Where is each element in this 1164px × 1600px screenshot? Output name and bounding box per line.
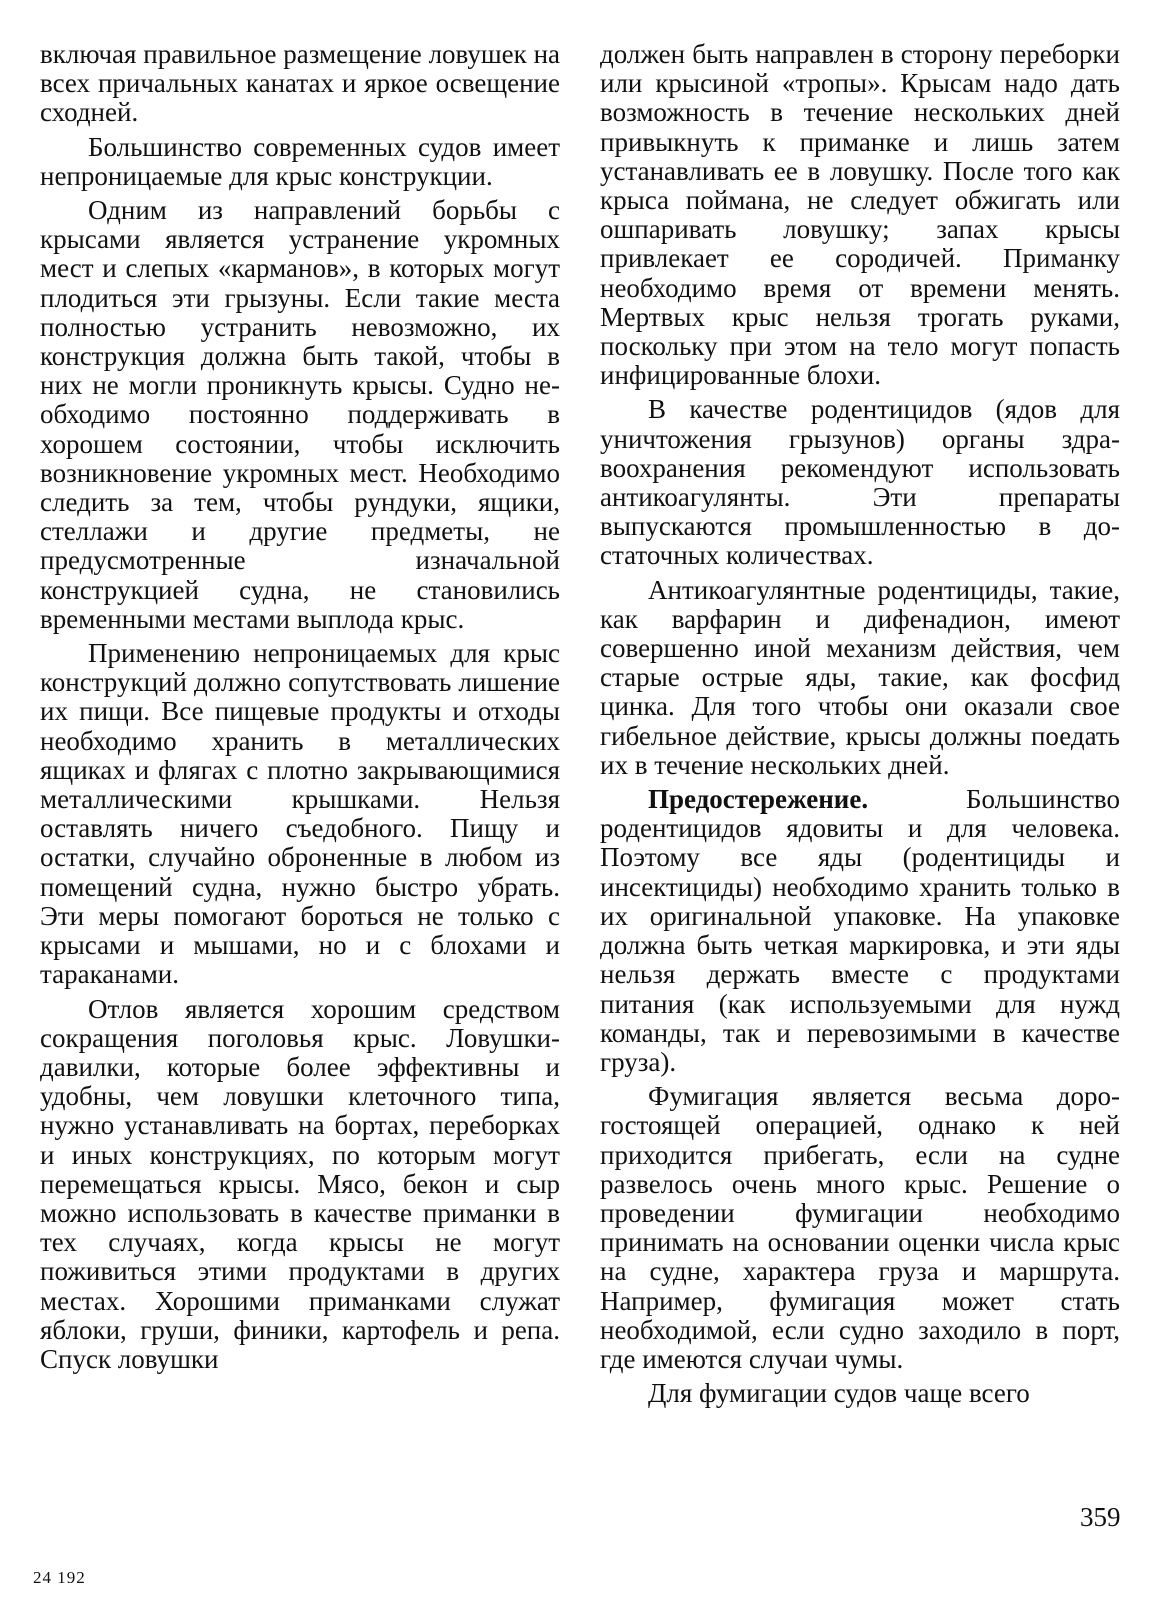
- paragraph: Применению непроницаемых для крыс конструкций должно сопутствовать лишение их пищи. Все пищевые продукты и отходы необходимо хранить в металлических ящиках и флягах с плотно закрывающимися металлическими крышками. Нельзя оставлять ничего съедобного. Пищу и остатки, случайно оброненные в любом из помещений судна, нужно быстро убрать. Эти меры помогают бороться не только с крысами и мышами, но и с блохами и тараканами.: [40, 638, 560, 990]
- left-text-column: [40, 40, 560, 1374]
- page-number: 359: [1080, 1502, 1121, 1532]
- paragraph: включая правильное размещение ловушек на всех причальных канатах и яркое освещение сходней.: [40, 39, 560, 128]
- warning-paragraph: [600, 785, 1120, 1077]
- printer-signature-mark: 24 192: [33, 1568, 86, 1587]
- paragraph: Фумигация является весьма дорогостоящей операцией, однако к ней приходится прибегать, если на судне развелось очень много крыс. Решение о проведении фумигации необходимо принимать на основании оценки числа крыс на судне, характера груза и маршрута. Например, фумигация может стать необходимой, если судно заходило в порт, где имеются случаи чумы.: [600, 1081, 1120, 1374]
- paragraph: Одним из направлений борьбы с крысами является устранение укромных мест и слепых «карманов», в которых могут плодиться эти грызуны. Если такие места полностью устранить невозможно, их конструкция должна быть такой, чтобы в них не могли проникнуть крысы. Судно необходимо постоянно поддерживать в хорошем состоянии, чтобы исключить возникновение укромных мест. Необходимо следить за тем, чтобы рундуки, ящики, стеллажи и другие предметы, не предусмотренные изначальной конструкцией судна, не становились временными местами выплода крыс.: [40, 195, 560, 634]
- paragraph: должен быть направлен в сторону переборки или крысиной «тропы». Крысам надо дать возможность в течение нескольких дней привыкнуть к приманке и лишь затем устанавливать ее в ловушку. После того как крыса поймана, не следует обжигать или ошпаривать ловушку; запах крысы привлекает ее сородичей. Приманку необходимо время от времени менять. Мертвых крыс нельзя трогать руками, поскольку при этом на тело могут попасть инфицированные блохи.: [600, 39, 1120, 391]
- right-text-column: [600, 40, 1120, 1408]
- paragraph: В качестве родентицидов (ядов для уничтожения грызунов) органы здравоохранения рекомендуют использовать антикоагулянты. Эти препараты выпускаются промышленностью в достаточных количествах.: [600, 394, 1120, 571]
- paragraph: Отлов является хорошим средством сокращения поголовья крыс. Ловушки-давилки, которые более эффективны и удобны, чем ловушки клеточного типа, нужно устанавливать на бортах, переборках и иных конструкциях, по которым могут перемещаться крысы. Мясо, бекон и сыр можно использовать в качестве приманки в тех случаях, когда крысы не могут поживиться этими продуктами в других местах. Хорошими приманками служат яблоки, груши, финики, картофель и репа. Спуск ловушки: [40, 993, 560, 1374]
- paragraph: Большинство современных судов имеет непроницаемые для крыс конструкции.: [40, 131, 560, 191]
- paragraph: Для фумигации судов чаще всего: [648, 1378, 1030, 1409]
- paragraph: Антикоагулянтные родентициды, такие, как варфарин и дифенадион, имеют совершенно иной механизм действия, чем старые острые яды, такие, как фосфид цинка. Для того чтобы они оказали свое гибельное действие, крысы должны поедать их в течение нескольких дней.: [600, 574, 1120, 780]
- warning-lead: Предостережение.: [648, 784, 869, 815]
- warning-body: Большинство родентицидов ядовиты и для человека. Поэтому все яды (родентициды и инсектициды) необходимо хранить только в их оригинальной упаковке. На упаковке должна быть четкая маркировка, и эти яды нельзя держать вместе с продуктами питания (как используемыми для нужд команды, так и перевозимыми в качестве груза).: [600, 784, 1120, 1077]
